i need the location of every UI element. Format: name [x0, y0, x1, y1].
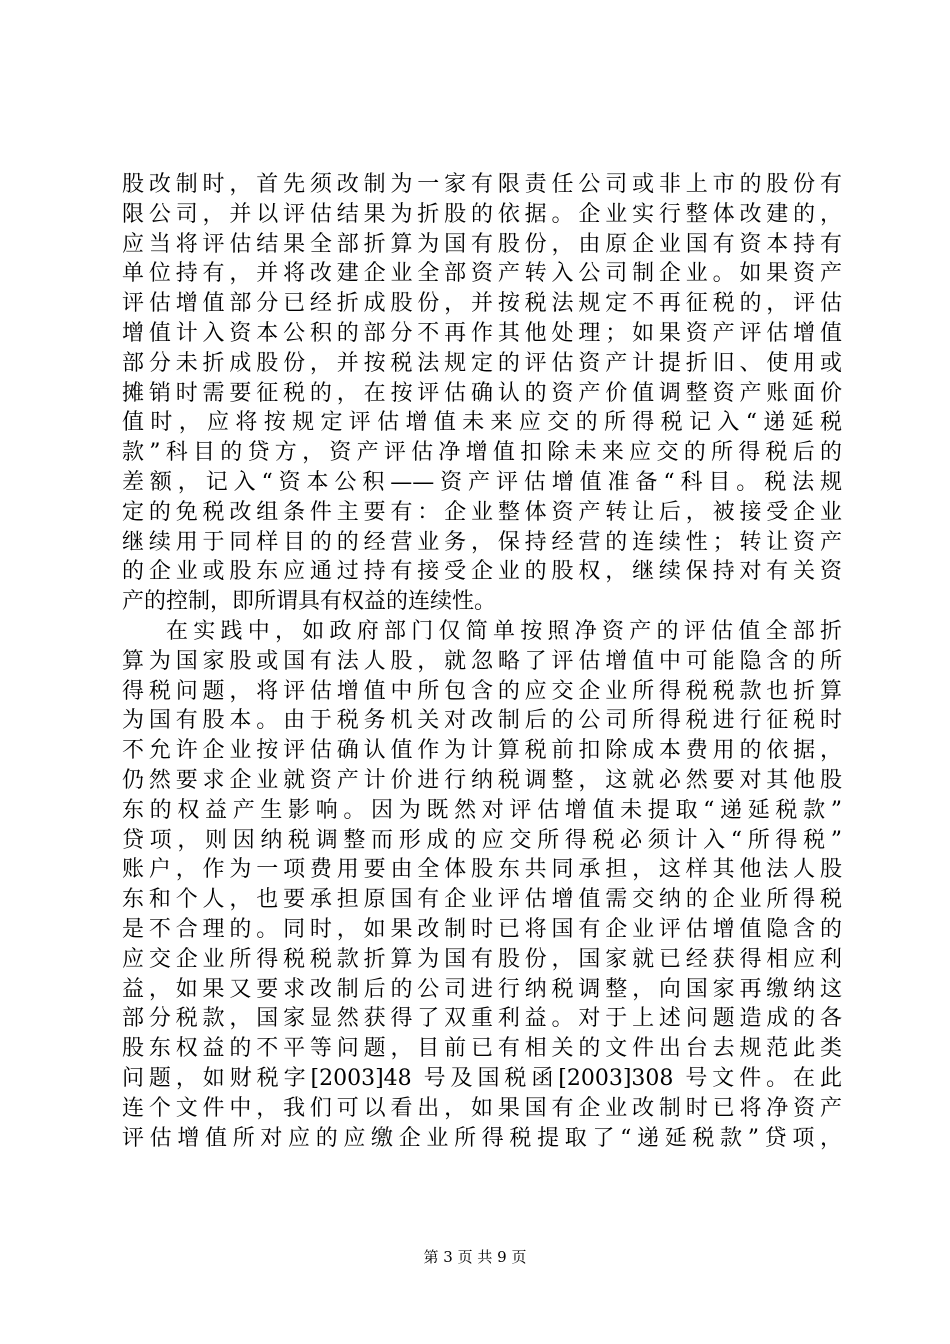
paragraph — [122, 170, 842, 617]
text-line: 在实践中，如政府部门仅简单按照净资产的评估值全部折 — [166, 618, 842, 644]
text-line: 款”科目的贷方，资产评估净增值扣除未来应交的所得税后的 — [122, 440, 842, 466]
text-line: 评估增值部分已经折成股份，并按税法规定不再征税的，评估 — [122, 291, 842, 317]
text-line: 单位持有，并将改建企业全部资产转入公司制企业。如果资产 — [122, 261, 842, 287]
body-text — [122, 170, 842, 1153]
text-line: 连个文件中，我们可以看出，如果国有企业改制时已将净资产 — [122, 1095, 842, 1121]
text-line: 值时，应将按规定评估增值未来应交的所得税记入“递延税 — [122, 410, 842, 436]
text-line: 贷项，则因纳税调整而形成的应交所得税必须计入“所得税” — [122, 827, 842, 853]
text-line: 评估增值所对应的应缴企业所得税提取了“递延税款”贷项， — [122, 1125, 842, 1151]
text-line: 应交企业所得税税款折算为国有股份，国家就已经获得相应利 — [122, 946, 842, 972]
text-line: 不允许企业按评估确认值作为计算税前扣除成本费用的依据， — [122, 738, 842, 764]
text-line: 为国有股本。由于税务机关对改制后的公司所得税进行征税时 — [122, 708, 842, 734]
text-line: 的企业或股东应通过持有接受企业的股权，继续保持对有关资 — [122, 559, 842, 585]
text-line: 部分税款，国家显然获得了双重利益。对于上述问题造成的各 — [122, 1006, 842, 1032]
text-line: 限公司，并以评估结果为折股的依据。企业实行整体改建的， — [122, 201, 842, 227]
text-line: 定的免税改组条件主要有：企业整体资产转让后，被接受企业 — [122, 499, 842, 525]
text-line: 仍然要求企业就资产计价进行纳税调整，这就必然要对其他股 — [122, 767, 842, 793]
text-line: 是不合理的。同时，如果改制时已将国有企业评估增值隐含的 — [122, 916, 842, 942]
text-line: 产的控制，即所谓具有权益的连续性。 — [122, 589, 497, 615]
text-line: 股东权益的不平等问题，目前已有相关的文件出台去规范此类 — [122, 1036, 842, 1062]
text-line: 东的权益产生影响。因为既然对评估增值未提取“递延税款” — [122, 797, 842, 823]
page-footer: 第 3 页 共 9 页 — [423, 1248, 527, 1266]
text-line: 摊销时需要征税的，在按评估确认的资产价值调整资产账面价 — [122, 380, 842, 406]
text-line: 应当将评估结果全部折算为国有股份，由原企业国有资本持有 — [122, 231, 842, 257]
text-line: 账户，作为一项费用要由全体股东共同承担，这样其他法人股 — [122, 857, 842, 883]
text-line: 股改制时，首先须改制为一家有限责任公司或非上市的股份有 — [122, 172, 842, 197]
text-line: 算为国家股或国有法人股，就忽略了评估增值中可能隐含的所 — [122, 648, 842, 674]
text-line: 部分未折成股份，并按税法规定的评估资产计提折旧、使用或 — [122, 350, 842, 376]
text-line: 问题，如财税字[2003]48 号及国税函[2003]308 号文件。在此 — [122, 1065, 842, 1091]
text-line: 益，如果又要求改制后的公司进行纳税调整，向国家再缴纳这 — [122, 976, 842, 1002]
text-line: 得税问题，将评估增值中所包含的应交企业所得税税款也折算 — [122, 678, 842, 704]
text-line: 东和个人，也要承担原国有企业评估增值需交纳的企业所得税 — [122, 887, 842, 913]
text-line: 继续用于同样目的的经营业务，保持经营的连续性；转让资产 — [122, 529, 842, 555]
paragraph — [122, 617, 842, 1153]
text-line: 差额，记入“资本公积——资产评估增值准备“科目。税法规 — [122, 469, 842, 495]
text-line: 增值计入资本公积的部分不再作其他处理；如果资产评估增值 — [122, 320, 842, 346]
